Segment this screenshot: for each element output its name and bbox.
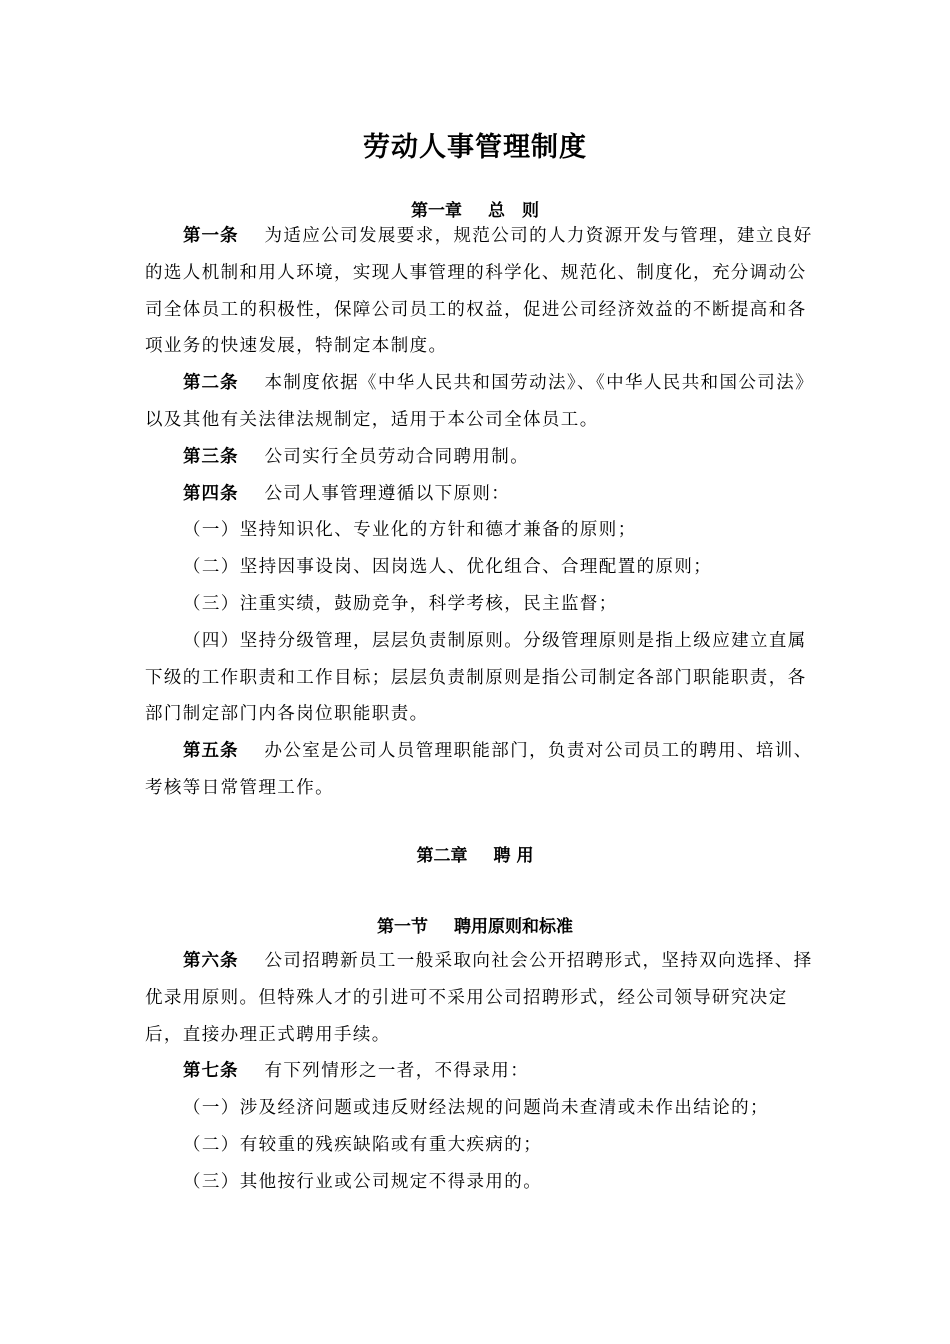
- article-4-item-2: （二）坚持因事设岗、因岗选人、优化组合、合理配置的原则；: [183, 557, 713, 578]
- article-2-number: 第二条: [183, 373, 239, 394]
- article-7-item-1: （一）涉及经济问题或违反财经法规的问题尚未查清或未作出结论的；: [183, 1098, 769, 1119]
- article-5: [145, 733, 825, 807]
- article-7-item-2: （二）有较重的残疾缺陷或有重大疾病的；: [183, 1134, 543, 1155]
- chapter-1-name: 总 则: [488, 201, 539, 221]
- article-4-text: 公司人事管理遵循以下原则：: [264, 483, 511, 504]
- chapter-2-name: 聘 用: [493, 846, 534, 866]
- article-5-number: 第五条: [183, 741, 239, 762]
- article-7-item-3: （三）其他按行业或公司规定不得录用的。: [183, 1171, 543, 1192]
- section-1-heading: [0, 914, 950, 940]
- article-7: [145, 1053, 825, 1090]
- chapter-1-label: 第一章: [411, 201, 462, 221]
- article-4-item-4: （四）坚持分级管理，层层负责制原则。分级管理原则是指上级应建立直属下级的工作职责和工作目标；层层负责制原则是指公司制定各部门职能职责，各部门制定部门内各岗位职能职责。: [145, 630, 807, 725]
- article-6-text: 公司招聘新员工一般采取向社会公开招聘形式，坚持双向选择、择优录用原则。但特殊人才的引进可不采用公司招聘形式，经公司领导研究决定后，直接办理正式聘用手续。: [145, 951, 813, 1045]
- chapter-2-label: 第二章: [416, 846, 468, 866]
- article-7-text: 有下列情形之一者，不得录用：: [264, 1061, 530, 1082]
- article-3-text: 公司实行全员劳动合同聘用制。: [264, 446, 530, 467]
- chapter-1-body: [145, 218, 825, 807]
- article-4-item-3: （三）注重实绩，鼓励竞争，科学考核，民主监督；: [183, 593, 618, 614]
- article-3-number: 第三条: [183, 446, 239, 467]
- article-4: [145, 476, 825, 513]
- chapter-2-heading: [0, 843, 950, 869]
- chapter-2-body: [145, 943, 825, 1201]
- section-1-name: 聘用原则和标准: [454, 917, 573, 937]
- article-6-number: 第六条: [183, 951, 239, 971]
- document-title: 劳动人事管理制度: [363, 132, 587, 163]
- section-1-label: 第一节: [377, 917, 428, 937]
- article-6: [145, 943, 825, 1053]
- article-2: [145, 365, 825, 439]
- article-5-text: 办公室是公司人员管理职能部门，负责对公司员工的聘用、培训、考核等日常管理工作。: [145, 741, 813, 798]
- article-3: [145, 439, 825, 476]
- article-4-number: 第四条: [183, 483, 239, 504]
- article-1-text: 为适应公司发展要求，规范公司的人力资源开发与管理，建立良好的选人机制和用人环境，实现人事管理的科学化、规范化、制度化，充分调动公司全体员工的积极性，保障公司员工的权益，促进公司经济效益的不断提高和各项业务的快速发展，特制定本制度。: [145, 226, 813, 357]
- article-1-number: 第一条: [183, 226, 239, 246]
- article-7-number: 第七条: [183, 1061, 239, 1082]
- article-4-item-1: （一）坚持知识化、专业化的方针和德才兼备的原则；: [183, 520, 637, 541]
- article-1: [145, 218, 825, 365]
- article-2-text: 本制度依据《中华人民共和国劳动法》、《中华人民共和国公司法》 以及其他有关法律法规制定，适用于本公司全体员工。: [145, 373, 814, 430]
